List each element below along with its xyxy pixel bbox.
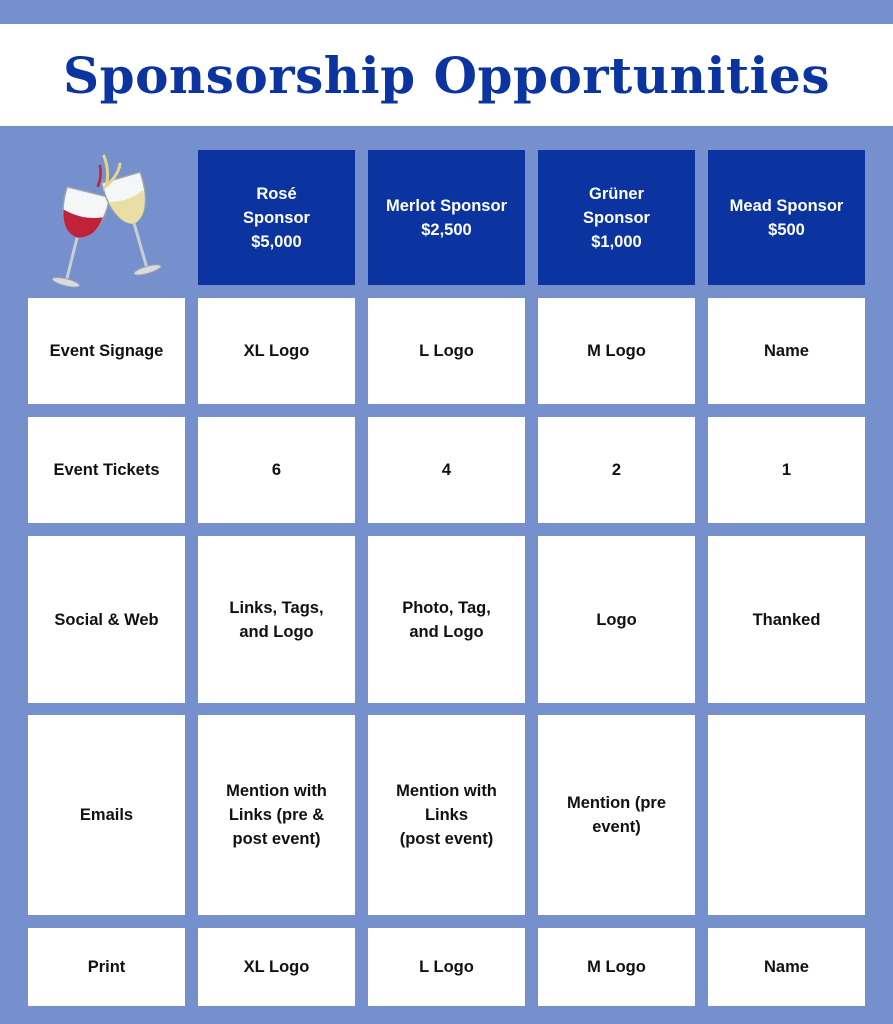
table-cell: [538, 536, 695, 703]
row-label-text: Event Tickets: [53, 461, 160, 479]
table-cell-text: 4: [441, 461, 452, 479]
table-cell: [368, 928, 525, 1006]
wine-glasses-icon: [40, 146, 170, 296]
table-cell-text: 1: [781, 461, 792, 479]
table-cell: [368, 715, 525, 915]
title-band: [0, 24, 893, 126]
table-cell-text: XL Logo: [243, 342, 310, 360]
table-cell-text: L Logo: [419, 342, 474, 360]
table-cell: [538, 928, 695, 1006]
table-cell: [708, 417, 865, 523]
table-cell: [368, 536, 525, 703]
table-cell: [538, 298, 695, 404]
row-label-text: Social & Web: [54, 610, 159, 629]
row-label: [28, 928, 185, 1006]
row-label: [28, 536, 185, 703]
table-cell-text: Mention with Links (pre & post event): [226, 782, 327, 848]
tier-header: [538, 150, 695, 285]
table-cell-text: Thanked: [752, 610, 821, 629]
table-cell: [368, 298, 525, 404]
tier-header: [198, 150, 355, 285]
table-cell: [368, 417, 525, 523]
table-cell: [198, 928, 355, 1006]
tier-header-text: Grüner Sponsor $1,000: [583, 184, 650, 251]
table-cell-text: L Logo: [419, 958, 474, 976]
page-title: Sponsorship Opportunities: [63, 45, 830, 105]
tier-header: [708, 150, 865, 285]
row-label: [28, 715, 185, 915]
row-label: [28, 417, 185, 523]
table-cell-text: M Logo: [587, 342, 646, 360]
table-cell-text: Logo: [596, 610, 637, 629]
tier-header: [368, 150, 525, 285]
tier-header-text: Merlot Sponsor $2,500: [385, 196, 507, 239]
table-cell: [708, 298, 865, 404]
table-cell: [708, 928, 865, 1006]
table-cell: [538, 715, 695, 915]
tier-header-text: Mead Sponsor $500: [729, 196, 844, 239]
row-label-text: Event Signage: [49, 342, 164, 360]
table-cell: [708, 536, 865, 703]
table-cell: [198, 298, 355, 404]
table-cell-text: Mention with Links (post event): [396, 782, 497, 848]
table-cell: [708, 715, 865, 915]
table-cell-text: M Logo: [587, 958, 646, 976]
row-label: [28, 298, 185, 404]
row-label-text: Print: [87, 958, 126, 976]
table-cell: [538, 417, 695, 523]
table-cell-text: XL Logo: [243, 958, 310, 976]
table-cell-text: Mention (pre event): [567, 794, 666, 836]
tier-header-text: Rosé Sponsor $5,000: [243, 184, 310, 251]
table-cell-text: 2: [611, 461, 622, 479]
table-cell: [198, 715, 355, 915]
table-cell: [198, 417, 355, 523]
table-cell: [198, 536, 355, 703]
table-cell-text: Photo, Tag, and Logo: [402, 598, 491, 641]
table-cell-text: Name: [764, 342, 809, 360]
table-cell-text: Links, Tags, and Logo: [229, 598, 324, 641]
table-cell-text: Name: [764, 958, 809, 976]
table-cell-text: 6: [271, 461, 282, 479]
row-label-text: Emails: [79, 806, 134, 824]
